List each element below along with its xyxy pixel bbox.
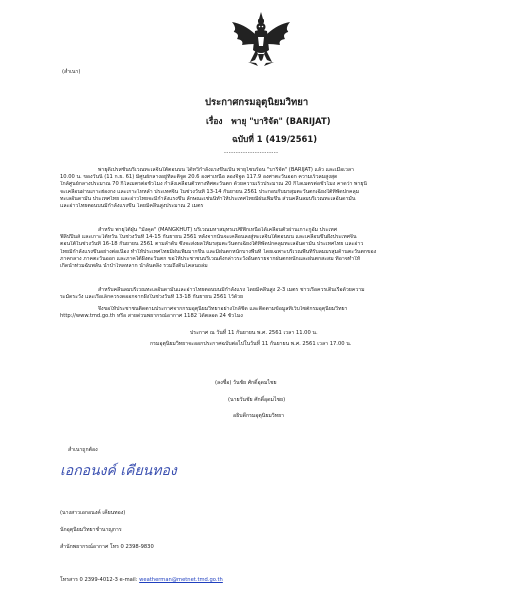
contact-line — [60, 577, 223, 584]
paragraph-line: จึงขอให้ประชาชนติดตามประกาศจากกรมอุตุนิยมวิทยาอย่างใกล้ชิด และติดตามข้อมูลที่เว็บไซต์กรมอุตุนิยมวิทยา — [98, 306, 348, 312]
garuda-emblem-icon — [228, 10, 294, 74]
signer-signed: (ลงชื่อ) วันชัย ศักดิ์อุดมไชย — [215, 380, 277, 386]
paragraph-3 — [60, 287, 474, 301]
certified-copy-label: สำเนาถูกต้อง — [68, 447, 98, 453]
paragraph-4 — [60, 306, 474, 320]
paragraph-1 — [60, 167, 474, 210]
paragraph-line: สำหรับคลื่นลมบริเวณทะเลอันดามันและอ่าวไทยตอนบนมีกำลังแรง โดยมีคลื่นสูง 2-3 เมตร ชาวเรือควรเดินเรือด้วยความ — [98, 287, 365, 293]
certifier-title: นักอุตุนิยมวิทยาชำนาญการ — [60, 527, 122, 533]
certifier-name: (นางสาวเอกอนงค์ เคียนทอง) — [60, 510, 126, 516]
paragraph-line: และอ่าวไทยตอนบนมีกำลังแรงขึ้น โดยมีคลื่นสูงประมาณ 2 เมตร — [60, 203, 204, 210]
paragraph-line: เกิดน้ำท่วมฉับพลัน น้ำป่าไหลหลาก น้ำล้นตลิ่ง รวมถึงดินโคลนถล่ม — [60, 263, 208, 270]
signer-name: (นายวันชัย ศักดิ์อุดมไชย) — [228, 397, 286, 403]
paragraph-line: ระมัดระวัง และเรือเล็กควรงดออกจากฝั่งในช่วงวันที่ 13-18 กันยายน 2561 ไว้ด้วย — [60, 294, 244, 301]
paragraph-line: ตอนใต้ในช่วงวันที่ 16-18 กันยายน 2561 ตามลำดับ ซึ่งจะส่งผลให้มรสุมตะวันตกเฉียงใต้ที่พัดปกคลุมทะเลอันดามัน ประเทศไทย และอ่าว — [60, 241, 364, 248]
document-subject — [206, 114, 331, 128]
paragraph-line: ภาคกลาง ภาคตะวันออก และภาคใต้ฝั่งตะวันตก ขอให้ประชาชนบริเวณดังกล่าวระวังอันตรายจากฝนตกหนักและฝนตกสะสม ที่อาจทำให้ — [60, 255, 361, 262]
announce-date: ประกาศ ณ วันที่ 11 กันยายน พ.ศ. 2561 เวลา 11.00 น. — [190, 330, 318, 336]
signer-title: อธิบดีกรมอุตุนิยมวิทยา — [233, 413, 285, 419]
paragraph-line: 10.00 น. ของวันนี้ (11 ก.ย. 61) มีศูนย์กลางอยู่ที่ละติจูด 20.6 องศาเหนือ ลองจิจูด 117.9 องศาตะวันออก ความเร็วลมสูงสุด — [60, 174, 338, 181]
paragraph-line: สำหรับ พายุไต้ฝุ่น "มังคุด" (MANGKHUT) บริเวณมหาสมุทรแปซิฟิกเหนือได้เคลื่อนตัวผ่านเกาะกูอัม ประเทศ — [98, 227, 337, 233]
subject-text: พายุ "บาริจัต" (BARIJAT) — [231, 116, 331, 126]
paragraph-line: ฟิลิปปินส์ และเกาะไต้หวัน ในช่วงวันที่ 14-15 กันยายน 2561 หลังจากนั้นจะเคลื่อนลงสู่ทะเลจีนใต้ตอนบน และเคลื่อนขึ้นฝั่งประเทศจีน — [60, 234, 357, 241]
paragraph-line: http://www.tmd.go.th หรือ สายด่วนพยากรณ์อากาศ 1182 ได้ตลอด 24 ชั่วโมง — [60, 313, 243, 320]
copy-mark: (สำเนา) — [62, 69, 81, 75]
paragraph-line: จะเคลื่อนผ่านเกาะฮ่องกง และเกาะไหหลำ ประเทศจีน ในช่วงวันที่ 13-14 กันยายน 2561 ประกอบกับมรสุมตะวันตกเฉียงใต้ที่พัดปกคลุม — [60, 188, 360, 195]
fax-label: โทรสาร 0 2399-4012-3 e-mail: — [60, 577, 140, 583]
next-issue-notice: กรมอุตุนิยมวิทยาจะออกประกาศฉบับต่อไปในวันที่ 11 กันยายน พ.ศ. 2561 เวลา 17.00 น. — [150, 341, 352, 347]
subject-prefix: เรื่อง — [206, 116, 223, 126]
paragraph-line: ไทยมีกำลังแรงขึ้นอย่างต่อเนื่อง ทำให้ประเทศไทยมีฝนเพิ่มมากขึ้น และมีฝนตกหนักบางพื้นที่ โดยเฉพาะบริเวณพื้นที่รับลมมรสุมด้านตะวันตกของ — [60, 248, 377, 255]
email-link[interactable]: weatherman@metnet.tmd.go.th — [139, 577, 223, 583]
header-divider: ----------------------- — [224, 150, 279, 156]
paragraph-2 — [60, 227, 474, 270]
paragraph-line: ใกล้ศูนย์กลางประมาณ 70 กิโลเมตรต่อชั่วโมง กำลังเคลื่อนตัวทางทิศตะวันตก ด้วยความเร็วประมาณ 20 กิโลเมตรต่อชั่วโมง คาดว่า พายุนี้ — [60, 181, 367, 188]
paragraph-line: พายุดีเปรสชันบริเวณทะเลจีนใต้ตอนบน ได้ทวีกำลังแรงขึ้นเป็น พายุโซนร้อน "บาริจัต" (BARIJAT) แล้ว และเมื่อเวลา — [98, 167, 354, 173]
document-title: ประกาศกรมอุตุนิยมวิทยา — [205, 97, 309, 108]
office-phone: สำนักพยากรณ์อากาศ โทร 0 2398-9830 — [60, 544, 154, 550]
handwritten-signature: เอกอนงค์ เคียนทอง — [60, 463, 177, 479]
issue-number: ฉบับที่ 1 (419/2561) — [232, 134, 318, 144]
paragraph-line: ทะเลอันดามัน ประเทศไทย และอ่าวไทยจะมีกำลังแรงขึ้น ลักษณะเช่นนี้ทำให้ประเทศไทยมีฝนเพิ่มขึ้น ส่วนคลื่นลมบริเวณทะเลอันดามัน — [60, 195, 356, 202]
